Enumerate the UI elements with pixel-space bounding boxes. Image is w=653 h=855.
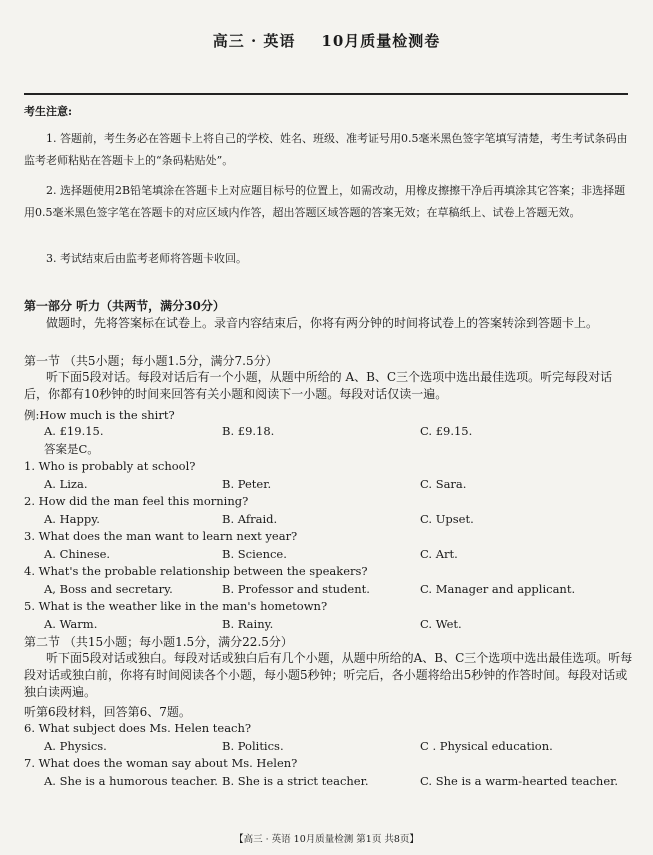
q4-option-c: C. Manager and applicant.	[420, 582, 576, 596]
q5-option-a: A. Warm.	[44, 617, 98, 631]
q1-option-b: B. Peter.	[222, 477, 272, 491]
example-option-c: C. £9.15.	[420, 424, 473, 438]
q2-option-b: B. Afraid.	[222, 512, 278, 526]
question-4: 4. What's the probable relationship between the speakers?	[24, 564, 368, 578]
exam-name: 10月质量检测卷	[321, 32, 441, 50]
question-1: 1. Who is probably at school?	[24, 459, 196, 473]
question-6: 6. What subject does Ms. Helen teach?	[24, 721, 252, 735]
q6-option-c: C . Physical education.	[420, 739, 553, 753]
section2-instruction: 听下面5段对话或独白。每段对话或独白后有几个小题，从题中所给的A、B、C三个选项中选出最佳选项。听每段对话或独白前，你将有时间阅读各个小题，每小题5秒钟；听完后，各小题将给出5秒钟的作答时间。每段对话或独白读两遍。	[24, 651, 633, 699]
example-option-b: B. £9.18.	[222, 424, 275, 438]
q2-option-a: A. Happy.	[44, 512, 100, 526]
notice-item-2: 2. 选择题使用2B铅笔填涂在答题卡上对应题目标号的位置上，如需改动，用橡皮擦擦干净后再填涂其它答案；非选择题用0.5毫米黑色签字笔在答题卡的对应区域内作答，超出答题区域答题的答案无效；在草稿纸上、试卷上答题无效。	[24, 184, 626, 219]
q7-option-c: C. She is a warm-hearted teacher.	[420, 774, 619, 788]
section2-heading: 第二节 （共15小题；每小题1.5分，满分22.5分）	[24, 635, 293, 649]
q7-option-b: B. She is a strict teacher.	[222, 774, 369, 788]
header-divider	[24, 93, 628, 95]
q5-option-b: B. Rainy.	[222, 617, 274, 631]
q3-option-a: A. Chinese.	[44, 547, 111, 561]
example-question: 例:How much is the shirt?	[24, 408, 175, 422]
section1-heading: 第一节 （共5小题；每小题1.5分，满分7.5分）	[24, 354, 278, 368]
question-2: 2. How did the man feel this morning?	[24, 494, 249, 508]
q6-option-a: A. Physics.	[44, 739, 107, 753]
exam-title	[0, 30, 653, 51]
example-answer: 答案是C。	[44, 442, 99, 456]
q6-option-b: B. Politics.	[222, 739, 284, 753]
q2-option-c: C. Upset.	[420, 512, 474, 526]
part1-heading: 第一部分 听力（共两节，满分30分）	[24, 299, 225, 313]
q1-option-c: C. Sara.	[420, 477, 467, 491]
q1-option-a: A. Liza.	[44, 477, 88, 491]
example-option-a: A. £19.15.	[44, 424, 104, 438]
notice-item-3: 3. 考试结束后由监考老师将答题卡收回。	[46, 252, 247, 265]
question-3: 3. What does the man want to learn next year?	[24, 529, 298, 543]
q4-option-b: B. Professor and student.	[222, 582, 370, 596]
section1-instruction: 听下面5段对话。每段对话后有一个小题，从题中所给的 A、B、C三个选项中选出最佳选项。听完每段对话后，你都有10秒钟的时间来回答有关小题和阅读下一小题。每段对话仅读一遍。	[24, 370, 613, 401]
subject-label: 高三 · 英语	[212, 32, 296, 50]
q3-option-c: C. Art.	[420, 547, 458, 561]
section2-material: 听第6段材料，回答第6、7题。	[24, 705, 191, 719]
q7-option-a: A. She is a humorous teacher.	[44, 774, 218, 788]
question-7: 7. What does the woman say about Ms. Helen?	[24, 756, 298, 770]
q4-option-a: A, Boss and secretary.	[44, 582, 173, 596]
q5-option-c: C. Wet.	[420, 617, 462, 631]
page-footer: 【高三 · 英语 10月质量检测 第1页 共8页】	[234, 834, 419, 845]
question-5: 5. What is the weather like in the man's hometown?	[24, 599, 328, 613]
notice-title: 考生注意:	[24, 105, 73, 118]
q3-option-b: B. Science.	[222, 547, 287, 561]
part1-instruction: 做题时，先将答案标在试卷上。录音内容结束后，你将有两分钟的时间将试卷上的答案转涂到答题卡上。	[46, 316, 599, 330]
notice-item-1: 1. 答题前，考生务必在答题卡上将自己的学校、姓名、班级、准考证号用0.5毫米黑色签字笔填写清楚，考生考试条码由监考老师粘贴在答题卡上的“条码粘贴处”。	[24, 132, 628, 167]
